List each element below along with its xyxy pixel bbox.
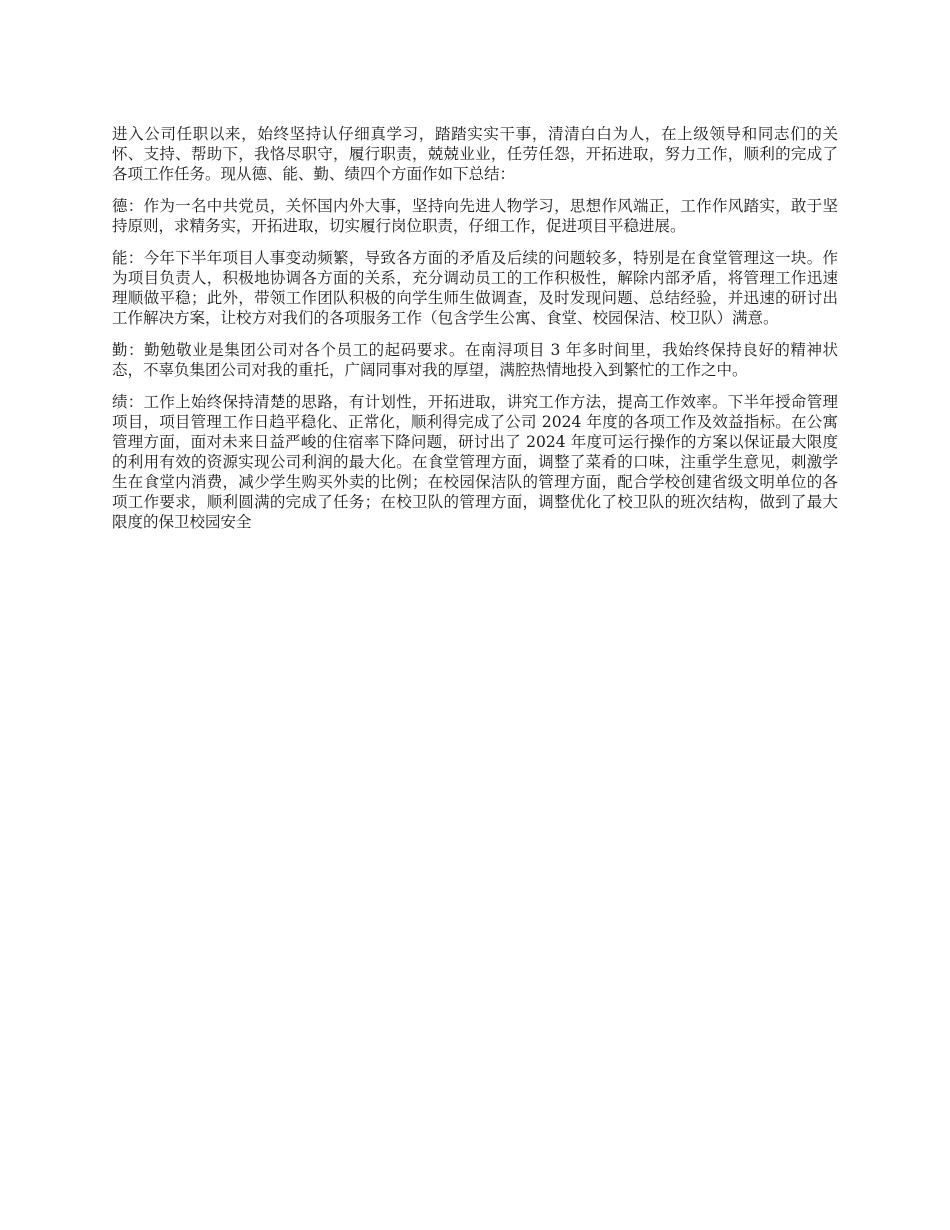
paragraph-diligence: 勤：勤勉敬业是集团公司对各个员工的起码要求。在南浔项目 3 年多时间里，我始终保持良好的精神状态，不辜负集团公司对我的重托，广阔同事对我的厚望，满腔热情地投入到繁忙的工作之中。 <box>112 341 838 379</box>
paragraph-morality: 德：作为一名中共党员，关怀国内外大事，坚持向先进人物学习，思想作风端正，工作作风踏实，敢于坚持原则，求精务实，开拓进取，切实履行岗位职责，仔细工作，促进项目平稳进展。 <box>112 197 838 235</box>
document-body <box>112 124 838 544</box>
paragraph-achievement: 绩：工作上始终保持清楚的思路，有计划性，开拓进取，讲究工作方法，提高工作效率。下半年授命管理项目，项目管理工作日趋平稳化、正常化，顺利得完成了公司 2024 年度的各项工作及效益指标。在公寓管理方面，面对未来日益严峻的住宿率下降问题，研讨出了 2024 年度可运行操作的方案以保证最大限度的利用有效的资源实现公司利润的最大化。在食堂管理方面，调整了菜肴的口味，注重学生意见，刺激学生在食堂内消费，减少学生购买外卖的比例；在校园保洁队的管理方面，配合学校创建省级文明单位的各项工作要求，顺利圆满的完成了任务；在校卫队的管理方面，调整优化了校卫队的班次结构，做到了最大限度的保卫校园安全 <box>112 393 838 531</box>
paragraph-intro: 进入公司任职以来，始终坚持认仔细真学习，踏踏实实干事，清清白白为人，在上级领导和同志们的关怀、支持、帮助下，我恪尽职守，履行职责，兢兢业业，任劳任怨，开拓进取，努力工作，顺利的完成了各项工作任务。现从德、能、勤、绩四个方面作如下总结： <box>112 125 838 183</box>
paragraph-ability: 能：今年下半年项目人事变动频繁，导致各方面的矛盾及后续的问题较多，特别是在食堂管理这一块。作为项目负责人，积极地协调各方面的关系，充分调动员工的工作积极性，解除内部矛盾，将管理工作迅速理顺做平稳；此外，带领工作团队积极的向学生师生做调查，及时发现问题、总结经验，并迅速的研讨出工作解决方案，让校方对我们的各项服务工作（包含学生公寓、食堂、校园保洁、校卫队）满意。 <box>112 249 838 327</box>
